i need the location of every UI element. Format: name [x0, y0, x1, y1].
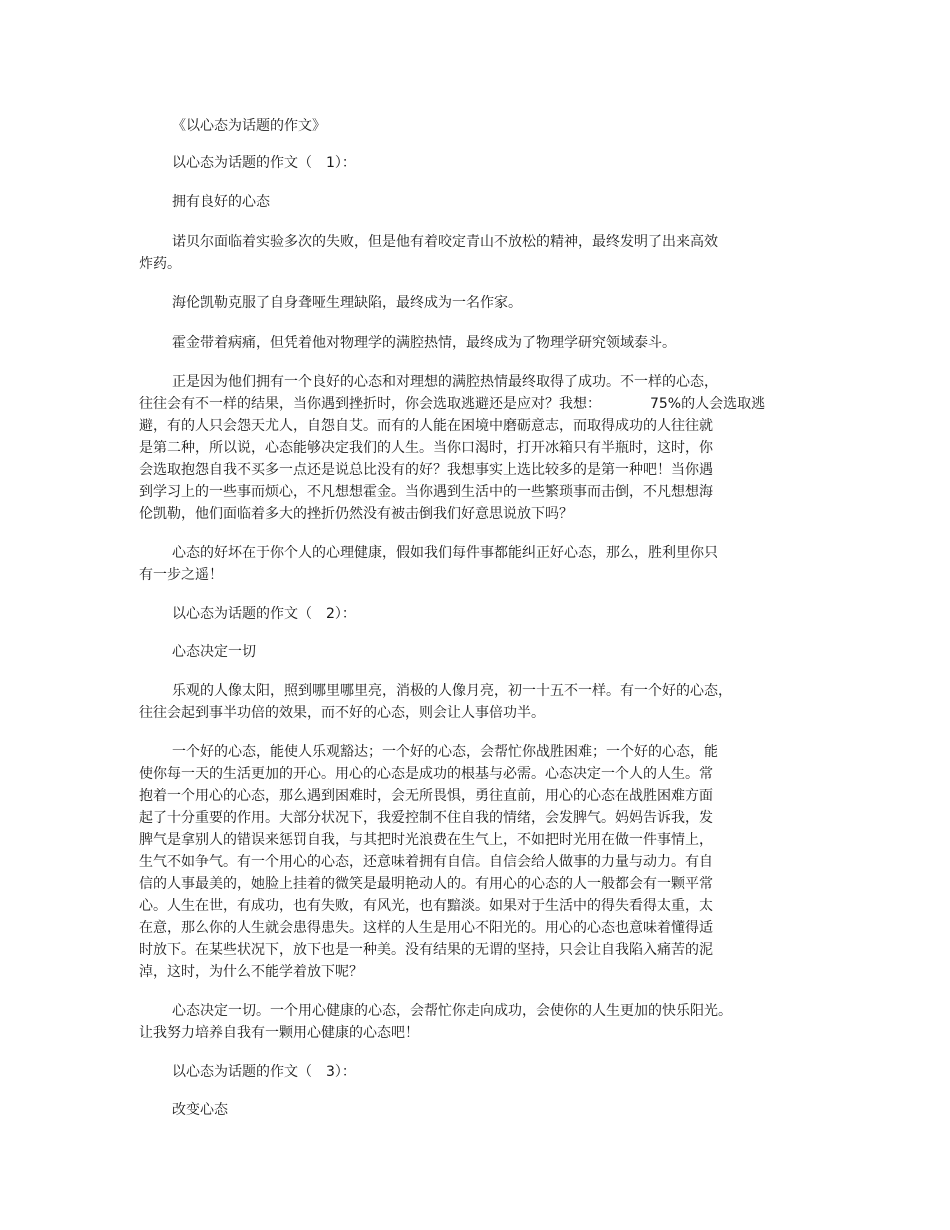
essay-heading-2: 以心态为话题的作文（ 2）：	[172, 606, 356, 622]
paragraph-line: 往往会有不一样的结果，当你遇到挫折时，你会选取逃避还是应对？我想： 75%的人会选取逃	[139, 396, 766, 412]
paragraph-line: 起了十分重要的作用。大部分状况下，我爱控制不住自我的情绪，会发脾气。妈妈告诉我，发	[139, 810, 713, 826]
paragraph-line: 会选取抱怨自我不买多一点还是说总比没有的好？我想事实上选比较多的是第一种吧！当你遇	[139, 462, 713, 478]
essay-subtitle-3: 改变心态	[172, 1102, 228, 1118]
paragraph-line: 心态决定一切。一个用心健康的心态，会帮忙你走向成功，会使你的人生更加的快乐阳光。	[172, 1003, 732, 1019]
paragraph-line: 乐观的人像太阳，照到哪里哪里亮，消极的人像月亮，初一十五不一样。有一个好的心态，	[172, 683, 732, 699]
paragraph-line: 有一步之遥！	[139, 567, 223, 583]
paragraph-line: 避，有的人只会怨天尤人，自怨自艾。而有的人能在困境中磨砺意志，而取得成功的人往往就	[139, 418, 713, 434]
paragraph-line: 使你每一天的生活更加的开心。用心的心态是成功的根基与必需。心态决定一个人的人生。常	[139, 766, 713, 782]
paragraph-3: 霍金带着病痛，但凭着他对物理学的满腔热情，最终成为了物理学研究领域泰斗。	[172, 335, 676, 351]
paragraph-line: 心态的好坏在于你个人的心理健康，假如我们每件事都能纠正好心态，那么，胜利里你只	[172, 545, 718, 561]
paragraph-line: 是第二种，所以说，心态能够决定我们的人生。当你口渴时，打开冰箱只有半瓶时，这时，你	[139, 440, 713, 456]
paragraph-line: 淖，这时，为什么不能学着放下呢？	[139, 964, 363, 980]
paragraph-line: 抱着一个用心的心态，那么遇到困难时，会无所畏惧，勇往直前，用心的心态在战胜困难方面	[139, 788, 713, 804]
paragraph-line: 让我努力培养自我有一颗用心健康的心态吧！	[139, 1025, 419, 1041]
paragraph-line: 在意，那么你的人生就会患得患失。这样的人生是用心不阳光的。用心的心态也意味着懂得适	[139, 920, 713, 936]
paragraph-line: 生气不如争气。有一个用心的心态，还意味着拥有自信。自信会给人做事的力量与动力。有自	[139, 854, 713, 870]
paragraph-line: 往往会起到事半功倍的效果，而不好的心态，则会让人事倍功半。	[139, 705, 545, 721]
paragraph-line: 诺贝尔面临着实验多次的失败，但是他有着咬定青山不放松的精神，最终发明了出来高效	[172, 234, 718, 250]
paragraph-line: 正是因为他们拥有一个良好的心态和对理想的满腔热情最终取得了成功。不一样的心态，	[172, 374, 718, 390]
paragraph-2: 海伦凯勒克服了自身聋哑生理缺陷，最终成为一名作家。	[172, 295, 522, 311]
paragraph-line: 心。人生在世，有成功，也有失败，有风光，也有黯淡。如果对于生活中的得失看得太重，太	[139, 898, 713, 914]
document-title: 《以心态为话题的作文》	[172, 118, 326, 134]
paragraph-line: 到学习上的一些事而烦心，不凡想想霍金。当你遇到生活中的一些繁琐事而击倒，不凡想想海	[139, 484, 713, 500]
paragraph-line: 炸药。	[139, 256, 181, 272]
essay-subtitle-1: 拥有良好的心态	[172, 194, 270, 210]
essay-subtitle-2: 心态决定一切	[172, 644, 256, 660]
essay-heading-3: 以心态为话题的作文（ 3）：	[172, 1064, 356, 1080]
essay-heading-1: 以心态为话题的作文（ 1）：	[172, 155, 356, 171]
paragraph-line: 信的人事最美的，她脸上挂着的微笑是最明艳动人的。有用心的心态的人一般都会有一颗平常	[139, 876, 713, 892]
paragraph-line: 脾气是拿别人的错误来惩罚自我，与其把时光浪费在生气上，不如把时光用在做一件事情上，	[139, 832, 713, 848]
paragraph-line: 一个好的心态，能使人乐观豁达；一个好的心态，会帮忙你战胜困难；一个好的心态，能	[172, 744, 718, 760]
paragraph-line: 时放下。在某些状况下，放下也是一种美。没有结果的无谓的坚持，只会让自我陷入痛苦的泥	[139, 942, 713, 958]
paragraph-line: 伦凯勒，他们面临着多大的挫折仍然没有被击倒我们好意思说放下吗？	[139, 506, 573, 522]
